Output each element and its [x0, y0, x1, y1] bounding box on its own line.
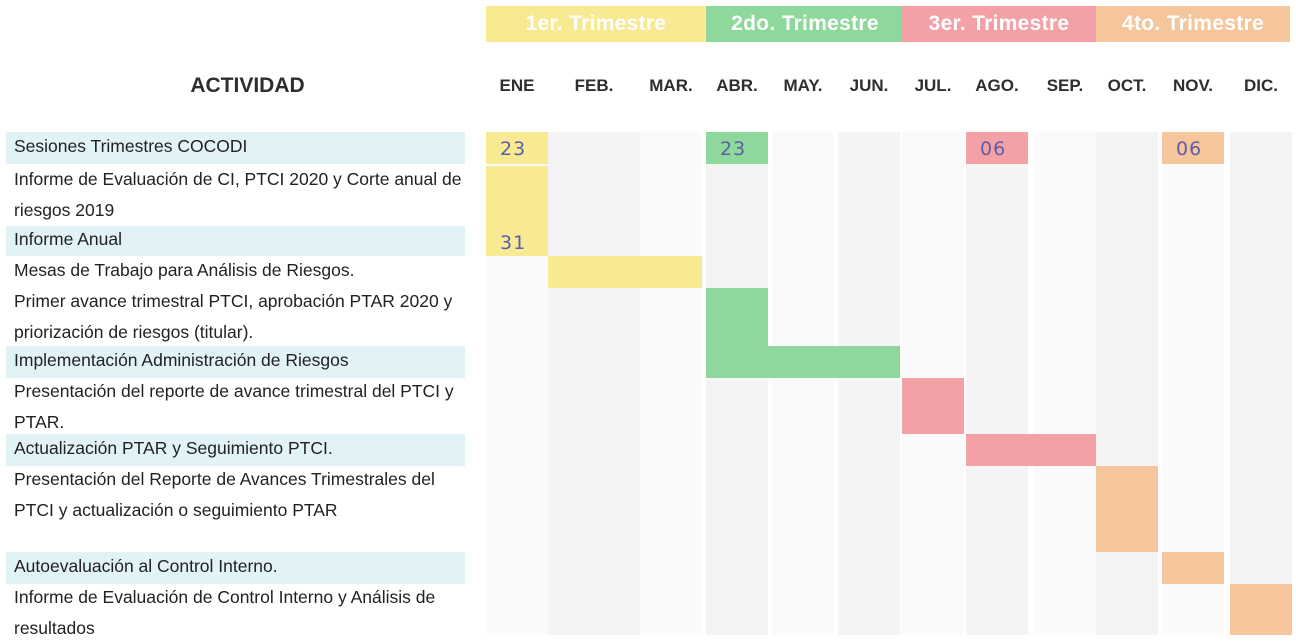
month-header: MAR. [649, 76, 693, 95]
schedule-date-label: 06 [980, 138, 1007, 160]
schedule-bar [902, 378, 964, 434]
month-header: FEB. [574, 76, 614, 95]
schedule-bar [706, 346, 900, 378]
schedule-bar [486, 166, 548, 226]
activity-label: Implementación Administración de Riesgos [14, 349, 349, 370]
schedule-bar [1230, 584, 1292, 635]
grid-column [1096, 132, 1158, 635]
schedule-date-label: 23 [720, 138, 747, 160]
grid-column [1034, 132, 1096, 635]
schedule-date-label: 23 [500, 138, 527, 160]
grid-column [772, 132, 834, 635]
activity-label: Informe de Evaluación de Control Interno y Análisis de resultados [14, 587, 436, 638]
activity-label: Presentación del Reporte de Avances Trimestrales del PTCI y actualización o seguimiento PTAR [14, 469, 435, 520]
quarter-header: 4to. Trimestre [1096, 6, 1290, 42]
activity-label: Autoevaluación al Control Interno. [14, 555, 278, 576]
month-header: DIC. [1244, 76, 1278, 95]
month-header: JUN. [849, 76, 889, 95]
month-header: SEP. [1046, 76, 1084, 95]
month-header: NOV. [1172, 76, 1213, 95]
month-header: MAY. [783, 76, 823, 95]
grid-column [838, 132, 900, 635]
activity-label: Primer avance trimestral PTCI, aprobación PTAR 2020 y priorización de riesgos (titular). [14, 291, 453, 342]
grid-column [706, 132, 768, 635]
activity-label: Sesiones Trimestres COCODI [14, 135, 248, 156]
activity-label: Informe de Evaluación de CI, PTCI 2020 y Corte anual de riesgos 2019 [14, 169, 462, 220]
schedule-date-label: 06 [1176, 138, 1203, 160]
schedule-bar [1162, 552, 1224, 584]
activity-label: Presentación del reporte de avance trimestral del PTCI y PTAR. [14, 381, 454, 432]
month-header: JUL. [914, 76, 952, 95]
quarter-header: 1er. Trimestre [486, 6, 706, 42]
schedule-bar [548, 256, 702, 288]
schedule-bar [1096, 466, 1158, 552]
grid-column [548, 132, 640, 635]
schedule-date-label: 31 [500, 232, 527, 254]
activity-label: Actualización PTAR y Seguimiento PTCI. [14, 437, 333, 458]
quarter-header: 3er. Trimestre [902, 6, 1096, 42]
activity-label: Mesas de Trabajo para Análisis de Riesgos. [14, 259, 355, 280]
schedule-bar [966, 434, 1096, 466]
activity-column-title: ACTIVIDAD [190, 74, 305, 97]
activity-label: Informe Anual [14, 229, 122, 249]
grid-column [1230, 132, 1292, 635]
quarter-header: 2do. Trimestre [706, 6, 904, 42]
month-header: ABR. [716, 76, 758, 95]
grid-column [640, 132, 702, 635]
schedule-bar [706, 288, 768, 346]
month-header: AGO. [975, 76, 1019, 95]
month-header: OCT. [1107, 76, 1147, 95]
grid-column [966, 132, 1028, 635]
month-header: ENE [499, 76, 535, 95]
